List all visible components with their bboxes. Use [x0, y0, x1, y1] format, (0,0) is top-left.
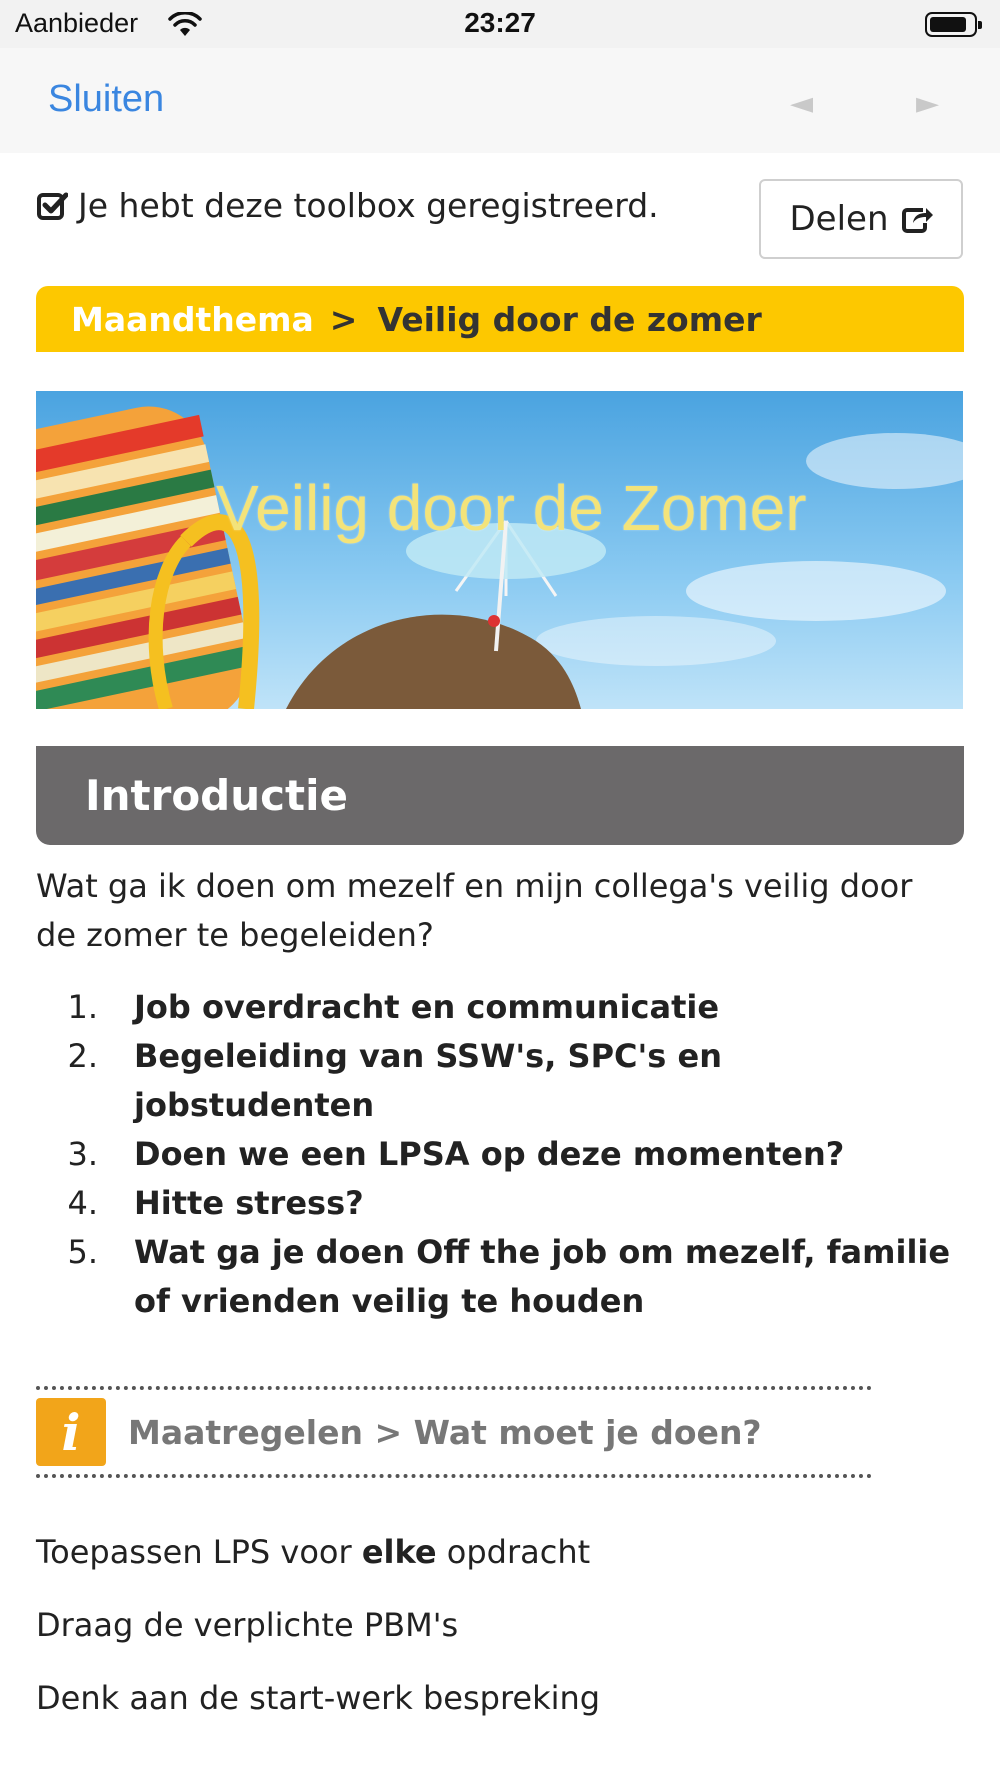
list-item-number: 1.: [67, 988, 98, 1026]
banner-image: [36, 391, 963, 709]
info-icon: i: [36, 1398, 106, 1466]
intro-list: [36, 983, 956, 1326]
forward-arrow-icon[interactable]: ►: [916, 86, 940, 121]
breadcrumb-separator: >: [329, 299, 358, 339]
list-item-number: 5.: [67, 1233, 98, 1271]
section-title: Introductie: [85, 771, 348, 820]
breadcrumb-parent[interactable]: Maandthema: [71, 299, 314, 339]
list-item-text: Job overdracht en communicatie: [134, 988, 720, 1026]
list-item-text: Hitte stress?: [134, 1184, 364, 1222]
carrier-label: Aanbieder: [15, 8, 139, 38]
rule-lps-before: Toepassen LPS voor: [36, 1533, 362, 1571]
rule-pbm: Draag de verplichte PBM's: [36, 1606, 459, 1644]
measures-label: Maatregelen > Wat moet je doen?: [128, 1412, 762, 1452]
status-bar: [0, 0, 1000, 48]
list-item-number: 3.: [67, 1135, 98, 1173]
back-arrow-icon[interactable]: ◄: [790, 86, 814, 121]
intro-text: Wat ga ik doen om mezelf en mijn collega's veilig door de zomer te begeleiden?: [36, 867, 913, 954]
navigation-bar: [0, 48, 1000, 153]
battery-icon: [925, 12, 977, 37]
list-item-text: Begeleiding van SSW's, SPC's en jobstudenten: [134, 1037, 722, 1124]
rule-lps: [36, 1533, 590, 1571]
share-icon: [901, 204, 933, 234]
check-square-icon: [36, 190, 68, 222]
share-label: Delen: [789, 199, 889, 239]
list-item-number: 4.: [67, 1184, 98, 1222]
banner-title: Veilig door de Zomer: [216, 472, 807, 544]
rule-lps-bold: elke: [361, 1533, 437, 1571]
list-item: [36, 1179, 956, 1228]
list-item-text: Wat ga je doen Off the job om mezelf, familie of vrienden veilig te houden: [134, 1233, 951, 1320]
list-item-text: Doen we een LPSA op deze momenten?: [134, 1135, 845, 1173]
breadcrumb: [36, 286, 964, 352]
list-item: [36, 1130, 956, 1179]
rule-start-werk: Denk aan de start-werk bespreking: [36, 1679, 601, 1717]
list-item: [36, 1032, 956, 1130]
clock: 23:27: [464, 7, 536, 38]
share-button[interactable]: [759, 179, 963, 259]
close-button[interactable]: Sluiten: [48, 78, 165, 120]
list-item: [36, 1228, 956, 1326]
list-item-number: 2.: [67, 1037, 98, 1075]
breadcrumb-current: Veilig door de zomer: [377, 299, 762, 339]
rule-lps-after: opdracht: [436, 1533, 591, 1571]
registration-text: Je hebt deze toolbox geregistreerd.: [78, 186, 659, 225]
measures-link[interactable]: [36, 1386, 872, 1478]
list-item: [36, 983, 956, 1032]
section-header: [36, 746, 964, 845]
registration-status: [36, 186, 659, 225]
